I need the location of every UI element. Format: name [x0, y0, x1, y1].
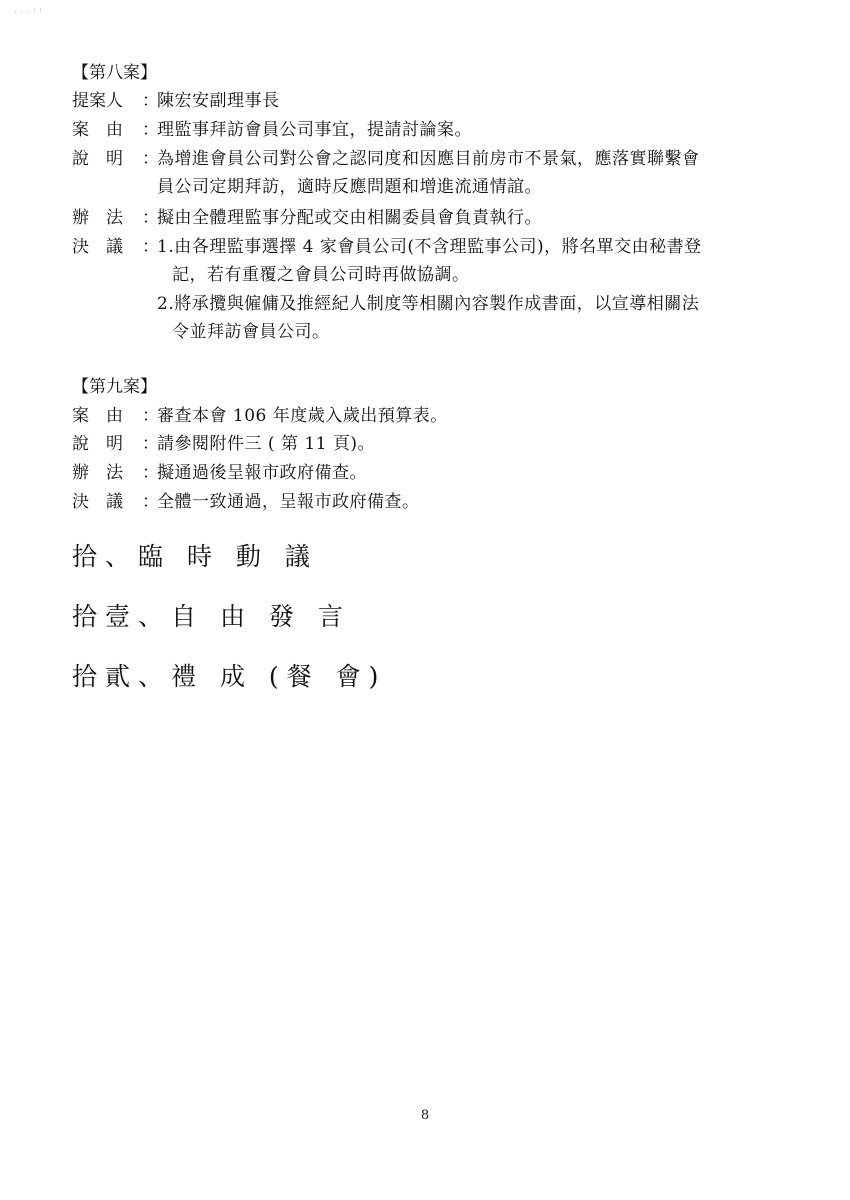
- case9-resolution-value: 全體一致通過，呈報市政府備查。: [157, 492, 420, 512]
- case8-resolution-item1-cont: 記，若有重覆之會員公司時再做協調。: [172, 265, 470, 285]
- page-number: 8: [420, 1108, 430, 1123]
- case8-row-resolution: [72, 234, 702, 260]
- colon: ：: [142, 406, 160, 426]
- case9-row-subject: [72, 403, 448, 429]
- case9-row-explain: [72, 431, 375, 457]
- case8-proposer-value: 陳宏安副理事長: [157, 91, 280, 111]
- case9-title: 【第九案】: [72, 377, 157, 397]
- case8-explain-label: 說 明: [72, 149, 123, 169]
- colon: ：: [142, 149, 160, 169]
- colon: ：: [142, 120, 160, 140]
- case9-row-method: [72, 460, 367, 486]
- case8-method-value: 擬由全體理監事分配或交由相關委員會負責執行。: [157, 208, 542, 228]
- case9-row-resolution: [72, 489, 420, 515]
- section-heading-closing: 拾貳、禮 成 (餐 會): [72, 662, 387, 691]
- section-heading-extempore-motions: 拾、臨 時 動 議: [72, 542, 318, 571]
- case8-row-subject: [72, 117, 472, 143]
- colon: ：: [142, 492, 160, 512]
- case8-resolution-item1: 1.由各理監事選擇 4 家會員公司(不含理監事公司)，將名單交由秘書登: [157, 237, 702, 257]
- case8-resolution-item2-cont: 令並拜訪會員公司。: [172, 322, 330, 342]
- case8-proposer-label: 提案人: [72, 91, 123, 111]
- case9-method-value: 擬通過後呈報市政府備查。: [157, 463, 367, 483]
- case9-method-label: 辦 法: [72, 463, 123, 483]
- case8-subject-value: 理監事拜訪會員公司事宜，提請討論案。: [157, 120, 472, 140]
- colon: ：: [142, 208, 160, 228]
- case8-title: 【第八案】: [72, 63, 157, 83]
- case8-explain-value: 為增進會員公司對公會之認同度和因應目前房市不景氣，應落實聯繫會: [157, 149, 700, 169]
- case8-row-method: [72, 205, 542, 231]
- case8-resolution-label: 決 議: [72, 237, 123, 257]
- case8-explain-cont: 員公司定期拜訪，適時反應問題和增進流通情誼。: [157, 177, 542, 197]
- case9-subject-label: 案 由: [72, 406, 123, 426]
- case9-subject-value: 審查本會 106 年度歲入歲出預算表。: [157, 406, 448, 426]
- colon: ：: [142, 463, 160, 483]
- case9-explain-value: 請參閱附件三 ( 第 11 頁)。: [157, 434, 376, 454]
- case9-explain-label: 說 明: [72, 434, 123, 454]
- case8-subject-label: 案 由: [72, 120, 123, 140]
- colon: ：: [142, 237, 160, 257]
- case8-row-explain: [72, 146, 700, 172]
- case8-method-label: 辦 法: [72, 208, 123, 228]
- case9-resolution-label: 決 議: [72, 492, 123, 512]
- colon: ：: [142, 91, 160, 111]
- section-heading-free-speech: 拾壹、自 由 發 言: [72, 602, 351, 631]
- case8-row-proposer: [72, 88, 280, 114]
- scan-mark: · · · ' ': [14, 8, 42, 19]
- colon: ：: [142, 434, 160, 454]
- case8-resolution-item2: 2.將承攬與僱傭及推經紀人制度等相關內容製作成書面，以宣導相關法: [157, 294, 700, 314]
